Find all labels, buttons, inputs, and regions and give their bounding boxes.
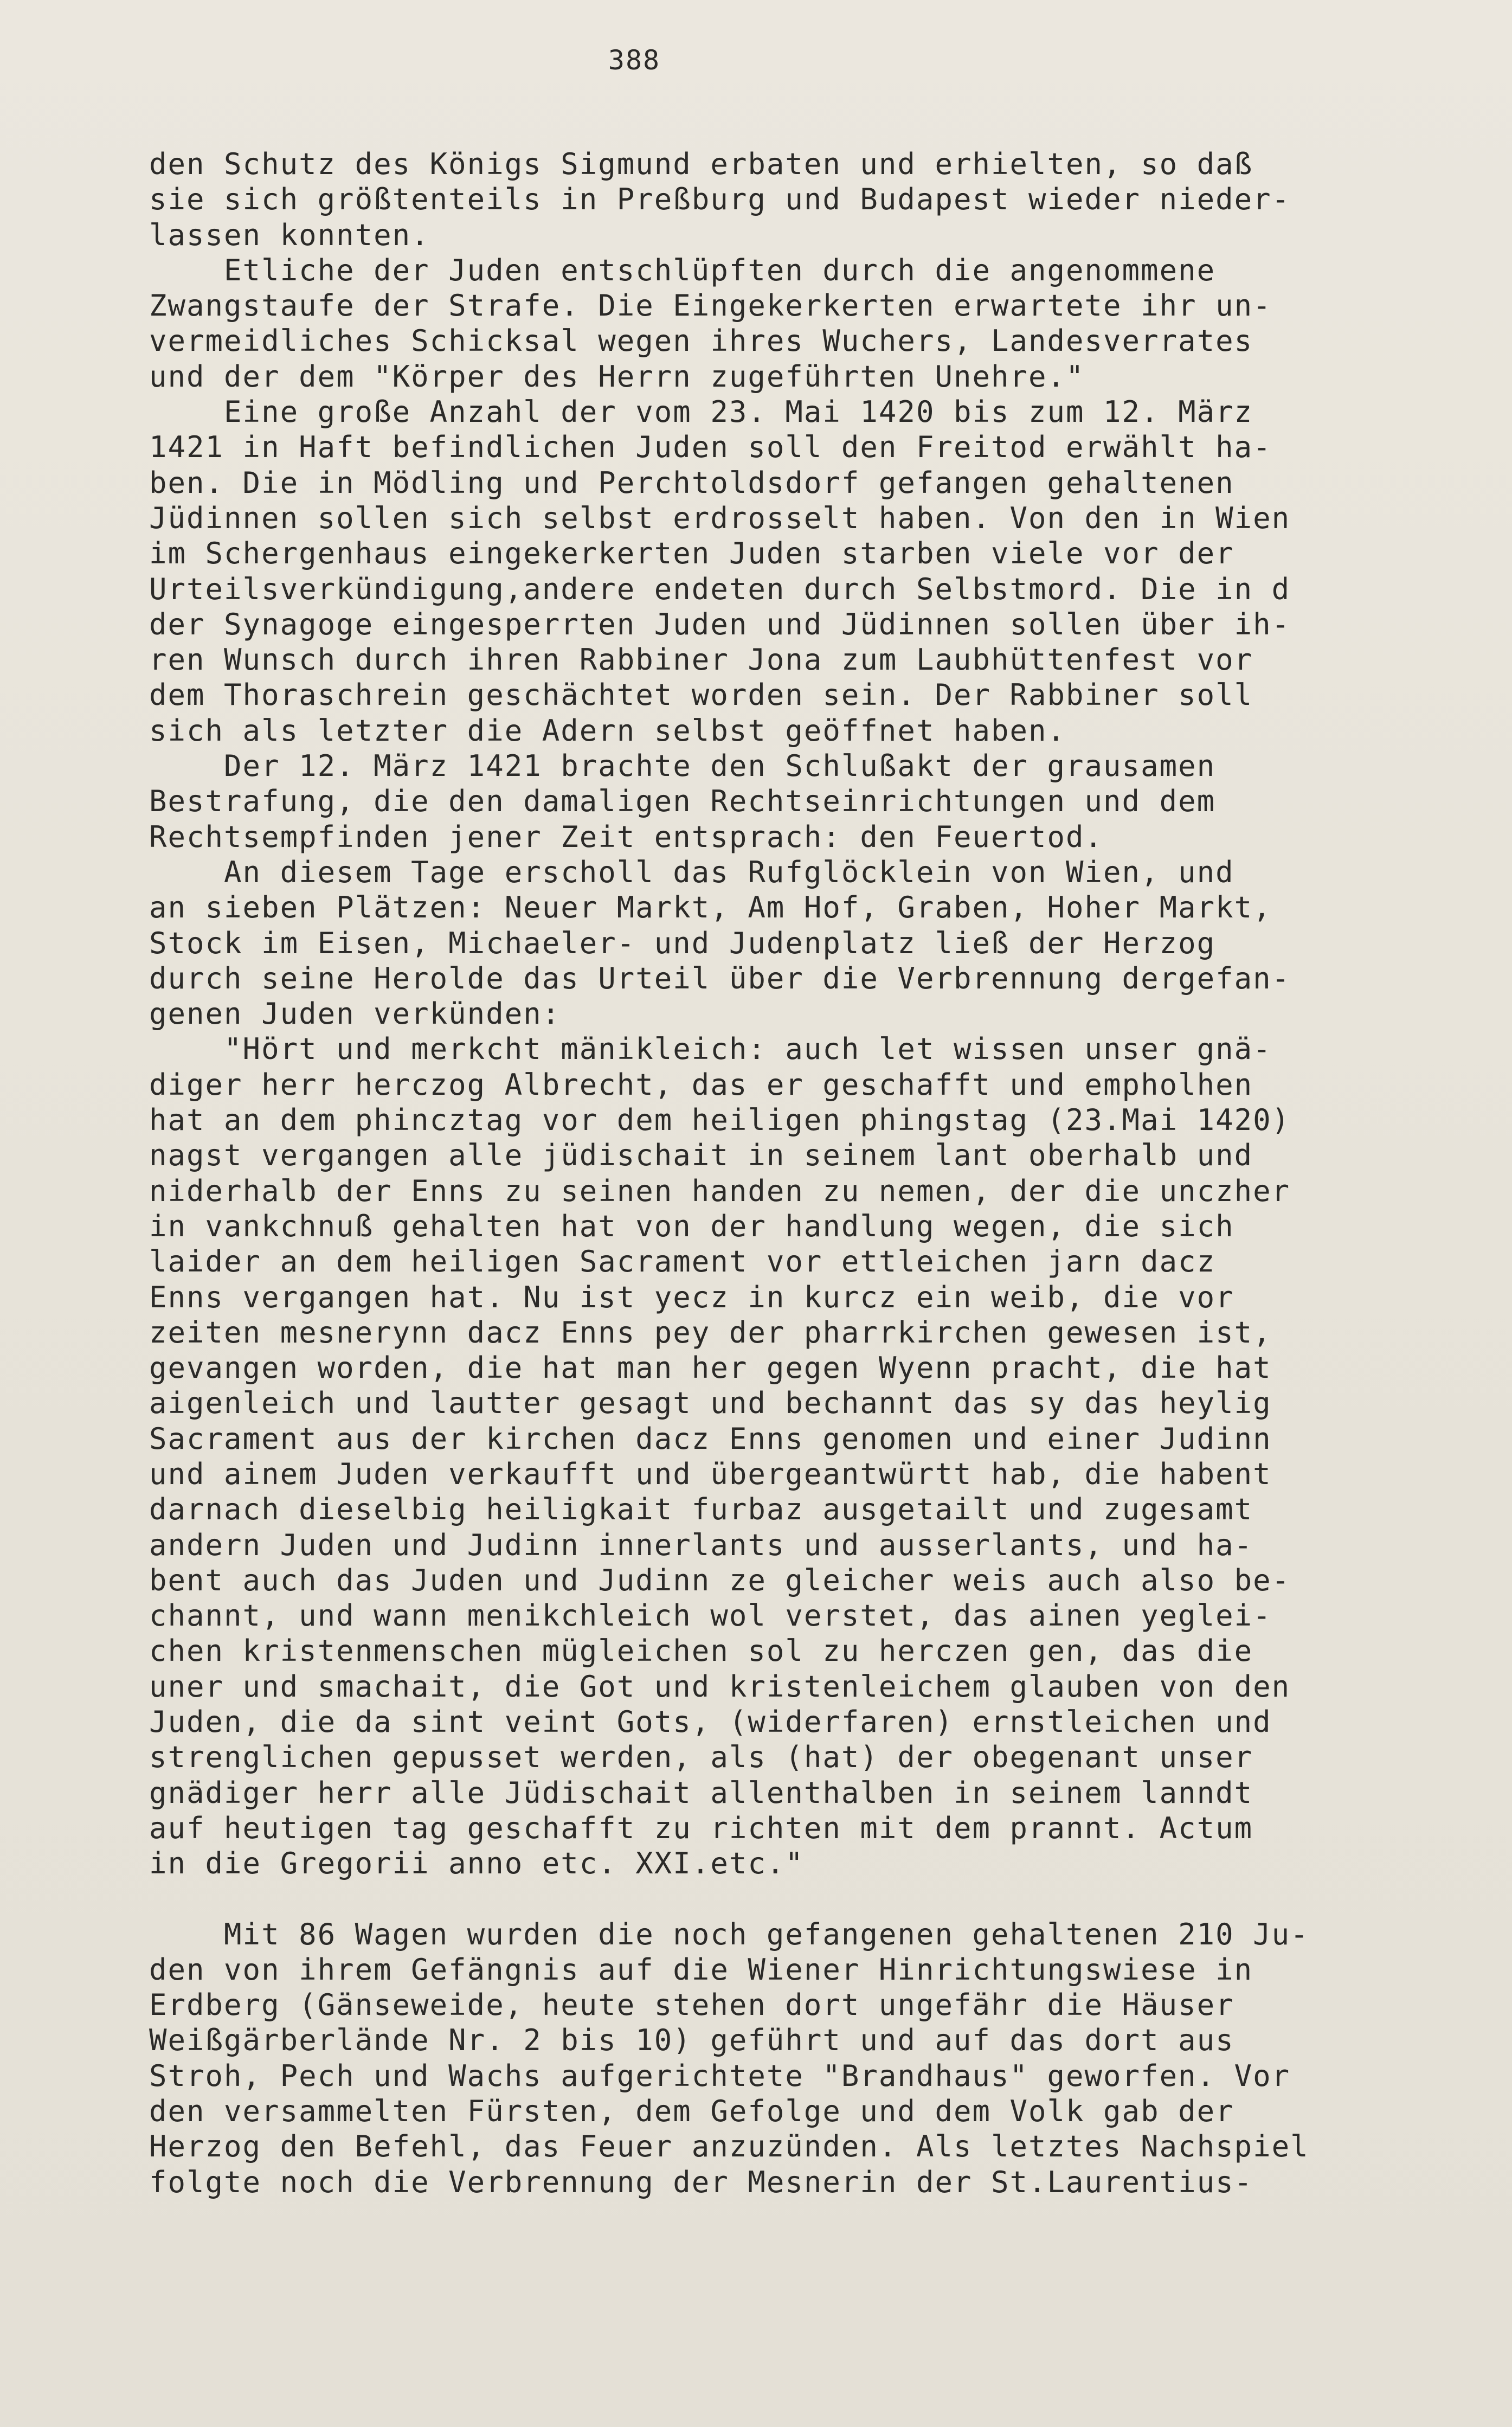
text-line: genen Juden verkünden: bbox=[149, 997, 561, 1031]
text-line: Herzog den Befehl, das Feuer anzuzünden. Als letztes Nachspiel bbox=[149, 2129, 1309, 2164]
text-line: Mit 86 Wagen wurden die noch gefangenen gehaltenen 210 Ju- bbox=[149, 1917, 1309, 1951]
text-line: Urteilsverkündigung,andere endeten durch Selbstmord. Die in d bbox=[149, 572, 1291, 606]
text-line: 1421 in Haft befindlichen Juden soll den Freitod erwählt ha- bbox=[149, 430, 1272, 465]
text-line: lassen konnten. bbox=[149, 217, 430, 252]
page-number: 388 bbox=[608, 44, 661, 76]
text-line: den von ihrem Gefängnis auf die Wiener Hinrichtungswiese in bbox=[149, 1952, 1253, 1987]
text-line: durch seine Herolde das Urteil über die Verbrennung dergefan- bbox=[149, 961, 1291, 996]
text-line: Etliche der Juden entschlüpften durch die angenommene bbox=[149, 253, 1216, 287]
paragraph bbox=[149, 855, 1483, 1031]
paragraph bbox=[149, 146, 1483, 253]
text-line: darnach dieselbig heiligkait furbaz ausgetailt und zugesamt bbox=[149, 1492, 1253, 1527]
text-line: in die Gregorii anno etc. XXI.etc." bbox=[149, 1846, 804, 1881]
text-line: Weißgärberlände Nr. 2 bis 10) geführt und auf das dort aus bbox=[149, 2023, 1234, 2058]
text-line: strenglichen gepusset werden, als (hat) der obegenant unser bbox=[149, 1740, 1253, 1775]
text-line: Stroh, Pech und Wachs aufgerichtete "Brandhaus" geworfen. Vor bbox=[149, 2058, 1291, 2093]
text-line: uner und smachait, die Got und kristenleichem glauben von den bbox=[149, 1669, 1291, 1704]
text-line: sie sich größtenteils in Preßburg und Budapest wieder nieder- bbox=[149, 182, 1291, 217]
text-line: chen kristenmenschen mügleichen sol zu herczen gen, das die bbox=[149, 1634, 1253, 1668]
paragraph bbox=[149, 253, 1483, 394]
text-line: und der dem "Körper des Herrn zugeführten Unehre." bbox=[149, 359, 1085, 394]
text-line: An diesem Tage erscholl das Rufglöcklein von Wien, und bbox=[149, 855, 1234, 889]
text-line: Zwangstaufe der Strafe. Die Eingekerkerten erwartete ihr un- bbox=[149, 288, 1272, 323]
text-line: Stock im Eisen, Michaeler- und Judenplatz ließ der Herzog bbox=[149, 926, 1216, 960]
text-line: an sieben Plätzen: Neuer Markt, Am Hof, Graben, Hoher Markt, bbox=[149, 890, 1272, 925]
paragraph bbox=[149, 748, 1483, 855]
body-text bbox=[149, 146, 1483, 2200]
text-line: Der 12. März 1421 brachte den Schlußakt der grausamen bbox=[149, 749, 1216, 784]
paragraph-gap bbox=[149, 1882, 1483, 1917]
text-line: sich als letzter die Adern selbst geöffnet haben. bbox=[149, 713, 1066, 748]
text-line: channt, und wann menikchleich wol verstet, das ainen yeglei- bbox=[149, 1598, 1272, 1633]
text-line: den versammelten Fürsten, dem Gefolge und dem Volk gab der bbox=[149, 2094, 1234, 2129]
text-line: diger herr herczog Albrecht, das er geschafft und empholhen bbox=[149, 1067, 1253, 1102]
text-line: zeiten mesnerynn dacz Enns pey der pharrkirchen gewesen ist, bbox=[149, 1315, 1272, 1350]
text-line: niderhalb der Enns zu seinen handen zu nemen, der die unczher bbox=[149, 1173, 1291, 1208]
text-line: Jüdinnen sollen sich selbst erdrosselt haben. Von den in Wien bbox=[149, 500, 1291, 535]
text-line: dem Thoraschrein geschächtet worden sein. Der Rabbiner soll bbox=[149, 678, 1253, 712]
text-line: und ainem Juden verkaufft und übergeantwürtt hab, die habent bbox=[149, 1456, 1272, 1491]
text-line: aigenleich und lautter gesagt und bechannt das sy das heylig bbox=[149, 1386, 1272, 1421]
text-line: im Schergenhaus eingekerkerten Juden starben viele vor der bbox=[149, 536, 1234, 571]
text-line: Juden, die da sint veint Gots, (widerfaren) ernstleichen und bbox=[149, 1705, 1272, 1739]
text-line: folgte noch die Verbrennung der Mesnerin der St.Laurentius- bbox=[149, 2165, 1253, 2199]
text-line: Sacrament aus der kirchen dacz Enns genomen und einer Judinn bbox=[149, 1421, 1272, 1456]
text-line: nagst vergangen alle jüdischait in seinem lant oberhalb und bbox=[149, 1138, 1253, 1173]
text-line: auf heutigen tag geschafft zu richten mit dem prannt. Actum bbox=[149, 1810, 1253, 1845]
text-line: der Synagoge eingesperrten Juden und Jüdinnen sollen über ih- bbox=[149, 607, 1291, 641]
paragraph bbox=[149, 394, 1483, 748]
text-line: Bestrafung, die den damaligen Rechtseinrichtungen und dem bbox=[149, 784, 1216, 819]
text-line: in vankchnuß gehalten hat von der handlung wegen, die sich bbox=[149, 1209, 1234, 1243]
text-line: vermeidliches Schicksal wegen ihres Wuchers, Landesverrates bbox=[149, 324, 1253, 358]
text-line: bent auch das Juden und Judinn ze gleicher weis auch also be- bbox=[149, 1563, 1291, 1597]
text-line: andern Juden und Judinn innerlants und ausserlants, und ha- bbox=[149, 1527, 1253, 1562]
text-line: Erdberg (Gänseweide, heute stehen dort ungefähr die Häuser bbox=[149, 1988, 1234, 2022]
text-line: gevangen worden, die hat man her gegen Wyenn pracht, die hat bbox=[149, 1351, 1272, 1385]
text-line: laider an dem heiligen Sacrament vor ettleichen jarn dacz bbox=[149, 1244, 1216, 1279]
text-line: hat an dem phincztag vor dem heiligen phingstag (23.Mai 1420) bbox=[149, 1103, 1291, 1138]
text-line: gnädiger herr alle Jüdischait allenthalben in seinem lanndt bbox=[149, 1775, 1253, 1810]
text-line: "Hört und merkcht mänikleich: auch let wissen unser gnä- bbox=[149, 1032, 1272, 1067]
text-line: ren Wunsch durch ihren Rabbiner Jona zum Laubhüttenfest vor bbox=[149, 643, 1253, 677]
text-line: ben. Die in Mödling und Perchtoldsdorf gefangen gehaltenen bbox=[149, 465, 1234, 500]
text-line: Eine große Anzahl der vom 23. Mai 1420 bis zum 12. März bbox=[149, 395, 1253, 429]
quoted-proclamation bbox=[149, 1031, 1483, 1881]
text-line: Rechtsempfinden jener Zeit entsprach: den Feuertod. bbox=[149, 819, 1104, 854]
text-line: Enns vergangen hat. Nu ist yecz in kurcz ein weib, die vor bbox=[149, 1280, 1234, 1314]
paragraph bbox=[149, 1917, 1483, 2200]
text-line: den Schutz des Königs Sigmund erbaten und erhielten, so daß bbox=[149, 147, 1253, 181]
